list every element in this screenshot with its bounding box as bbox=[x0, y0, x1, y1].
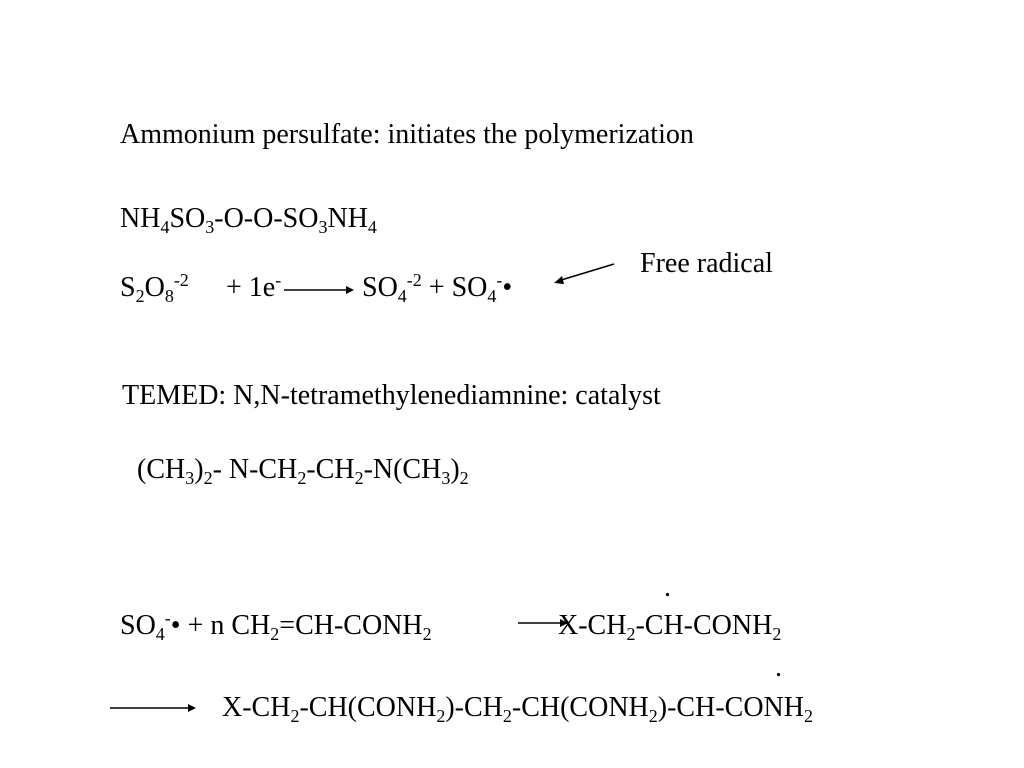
polymer-propagation-product: $X-CH_2-CH(CONH_2)-CH_2-CH(CONH_2)-CH-CONH_2$ bbox=[222, 692, 813, 726]
aps-heading: Ammonium persulfate: initiates the polymerization bbox=[120, 119, 694, 150]
aps-reaction: $S_2O_8^{-2}$ bbox=[120, 270, 189, 306]
polymer-initiation-reactants: $SO_4^-• + n$ $CH_2=CH-CONH_2$ bbox=[120, 608, 432, 644]
polymer-initiation-product: $X-CH_2-CH-CONH_2$ bbox=[558, 610, 782, 644]
free-radical-pointer-arrow bbox=[552, 262, 616, 286]
temed-heading: TEMED: N,N-tetramethylenediamnine: catalyst bbox=[122, 380, 661, 411]
aps-formula: $NH_4SO_3-O-O-SO_3NH_4$ bbox=[120, 203, 377, 237]
reaction-arrow-1 bbox=[284, 284, 354, 296]
reaction-arrow-3 bbox=[110, 702, 196, 714]
radical-dot-2: . bbox=[775, 652, 782, 683]
radical-dot-1: . bbox=[664, 572, 671, 603]
aps-electron: + 1e- bbox=[226, 270, 282, 303]
free-radical-label: Free radical bbox=[640, 248, 773, 279]
temed-formula: $(CH_3)_2-$ $N-CH_2-CH_2-N(CH_3)_2$ bbox=[137, 454, 469, 488]
aps-products: $SO_4^{-2}$ + $SO_4^-•$ bbox=[362, 270, 513, 306]
